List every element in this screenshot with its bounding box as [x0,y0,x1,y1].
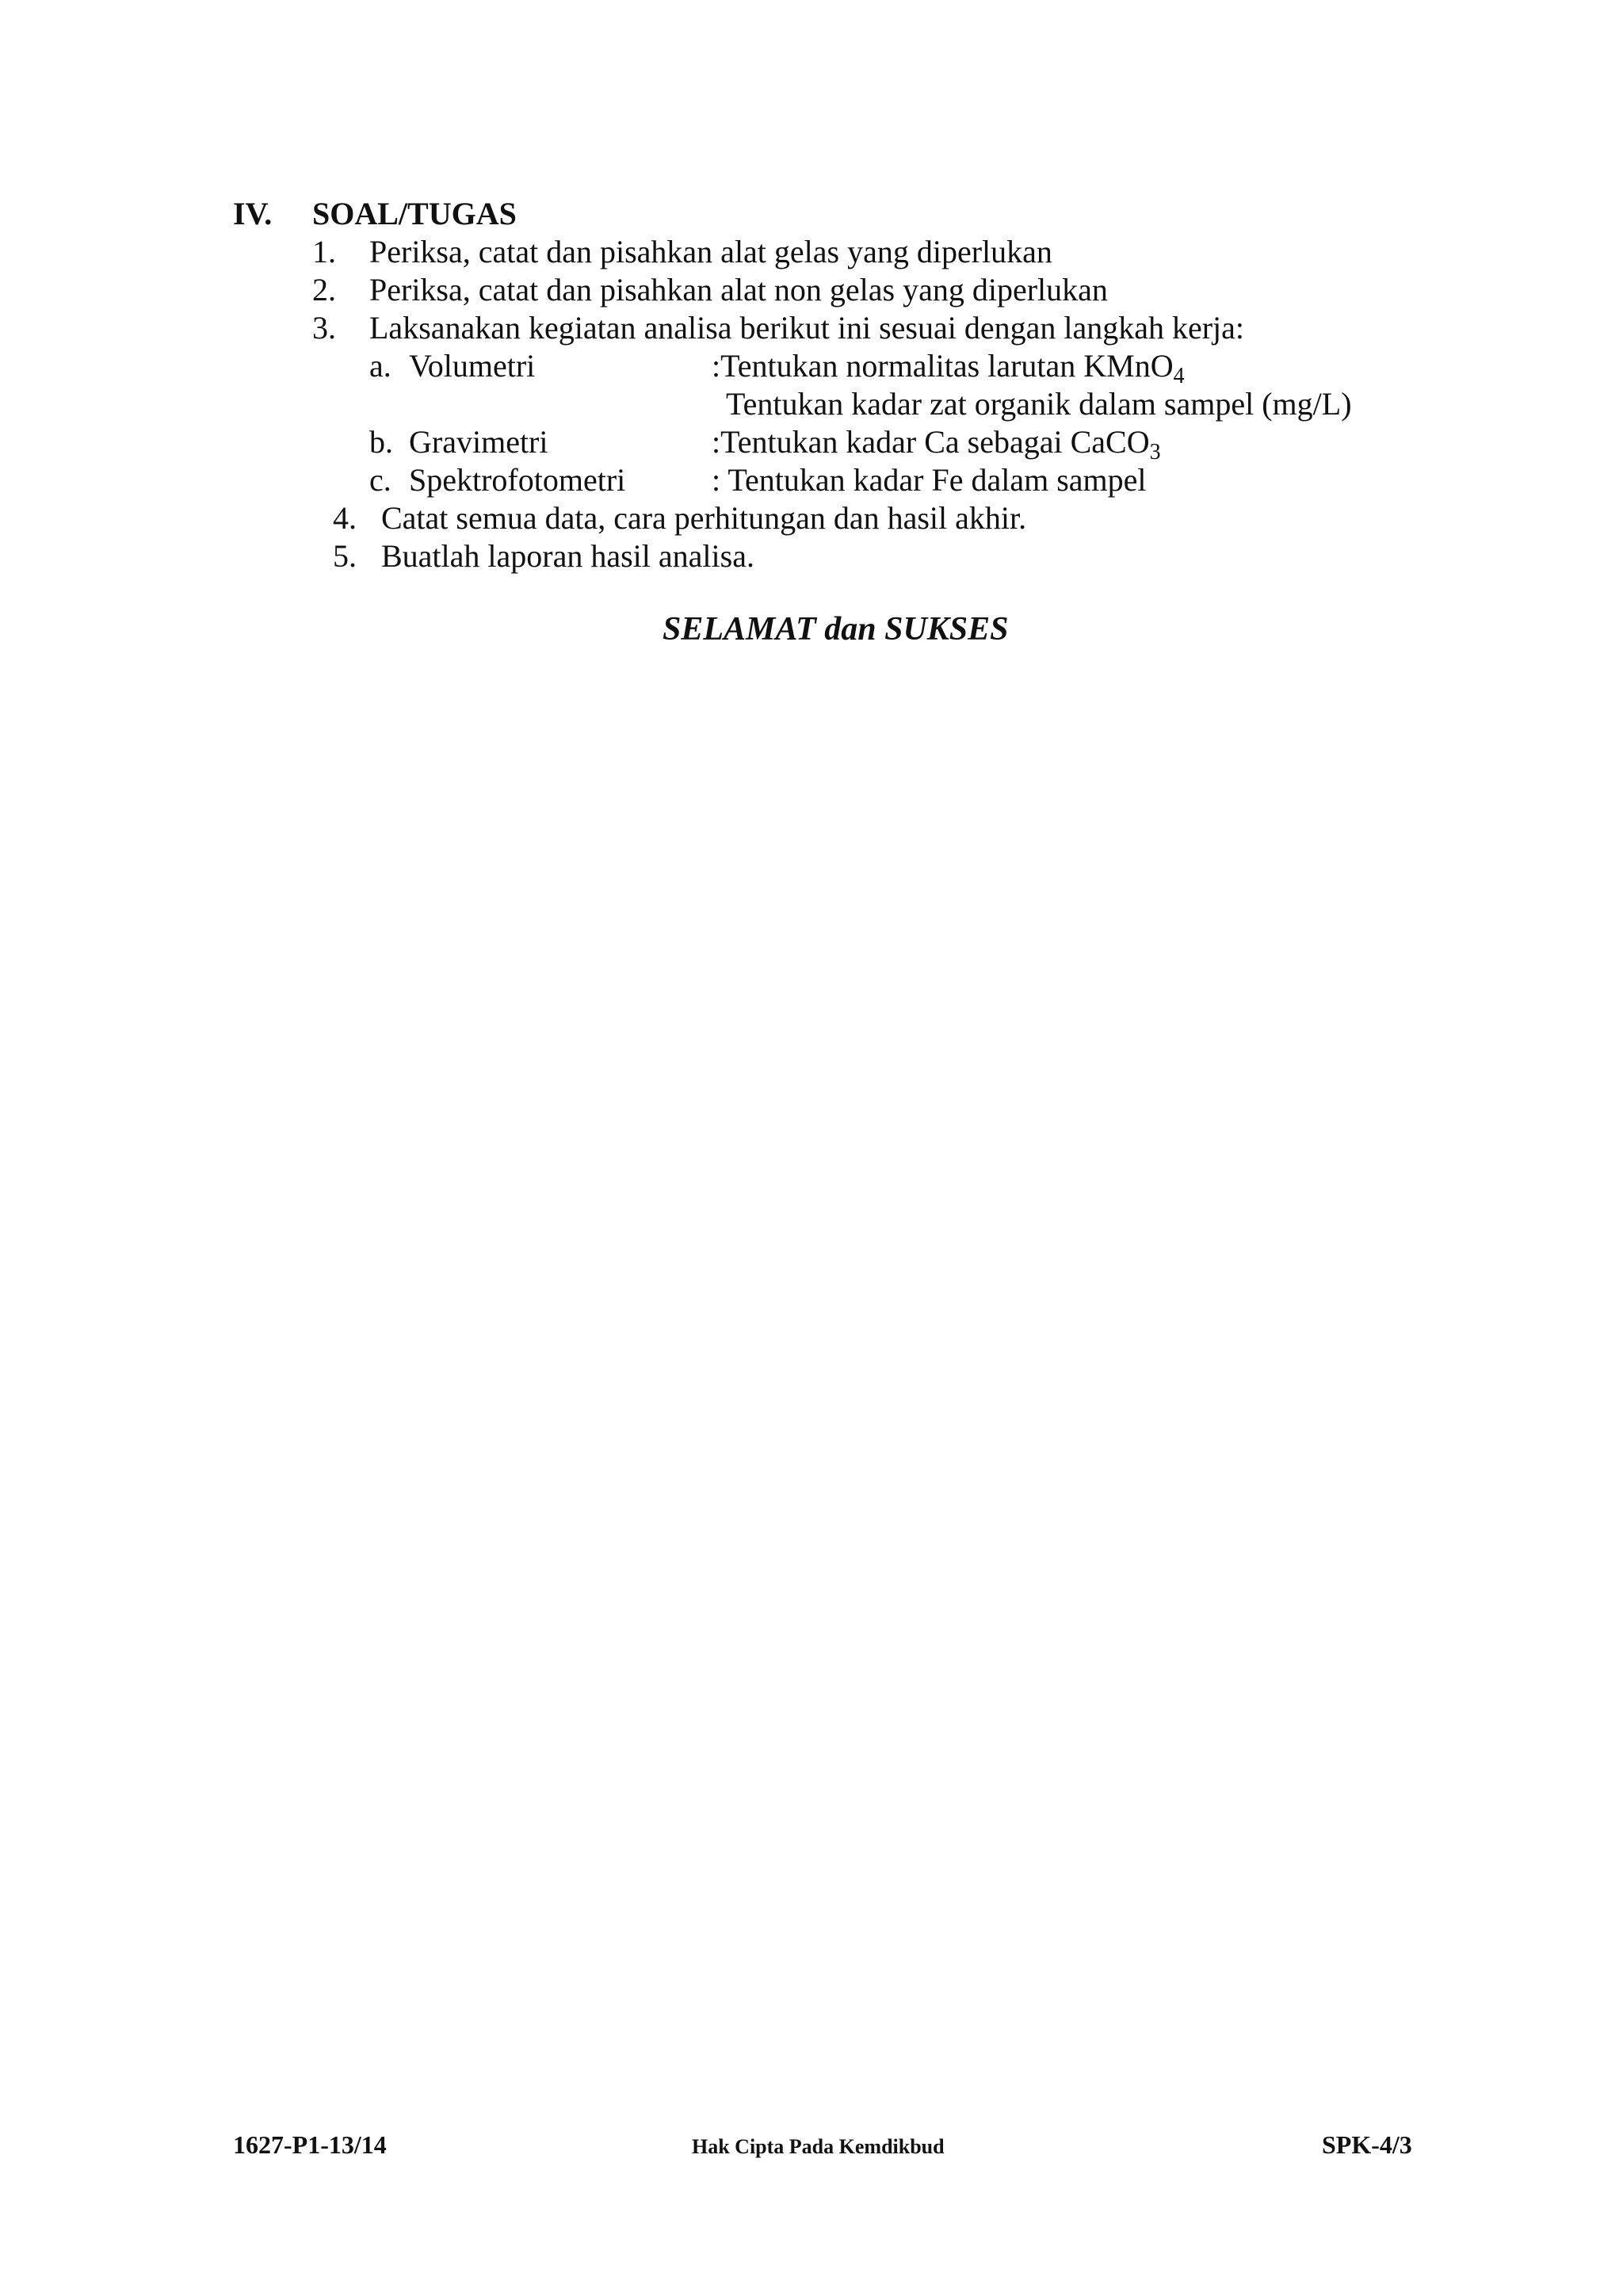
item-2-number: 2. [312,272,336,308]
subitem-a-letter: a. [369,348,391,384]
subitem-a-method: Volumetri [409,348,536,384]
section-number: IV. [233,196,273,231]
footer-copyright: Hak Cipta Pada Kemdikbud [692,2135,945,2158]
subitem-a-task-line2: Tentukan kadar zat organik dalam sampel (mg/L) [726,386,1352,422]
section-title: SOAL/TUGAS [312,196,517,231]
subitem-b-task-subscript: 3 [1149,440,1161,464]
closing-greeting: SELAMAT dan SUKSES [663,611,1009,648]
item-2-text: Periksa, catat dan pisahkan alat non gelas yang diperlukan [369,272,1108,308]
item-1-number: 1. [312,234,336,269]
item-4-number: 4. [333,500,357,536]
subitem-b-method: Gravimetri [409,424,548,460]
subitem-a-task-subscript: 4 [1173,364,1185,388]
subitem-b-task-text: :Tentukan kadar Ca sebagai CaCO [712,424,1150,460]
item-1-text: Periksa, catat dan pisahkan alat gelas yang diperlukan [369,234,1052,269]
subitem-c-method: Spektrofotometri [409,462,626,498]
item-3-number: 3. [312,310,336,346]
subitem-a-task-text: :Tentukan normalitas larutan KMnO [712,348,1174,384]
subitem-a-task [712,347,1185,388]
item-5-text: Buatlah laporan hasil analisa. [381,538,754,574]
subitem-b-letter: b. [369,424,393,460]
subitem-b-task [712,423,1161,464]
item-3-text: Laksanakan kegiatan analisa berikut ini sesuai dengan langkah kerja: [369,310,1245,346]
footer-document-code: 1627-P1-13/14 [233,2130,387,2159]
footer-page-number: SPK-4/3 [1322,2130,1412,2159]
item-4-text: Catat semua data, cara perhitungan dan hasil akhir. [381,500,1027,536]
subitem-c-task: : Tentukan kadar Fe dalam sampel [712,462,1147,498]
subitem-c-letter: c. [369,462,391,498]
item-5-number: 5. [333,538,357,574]
